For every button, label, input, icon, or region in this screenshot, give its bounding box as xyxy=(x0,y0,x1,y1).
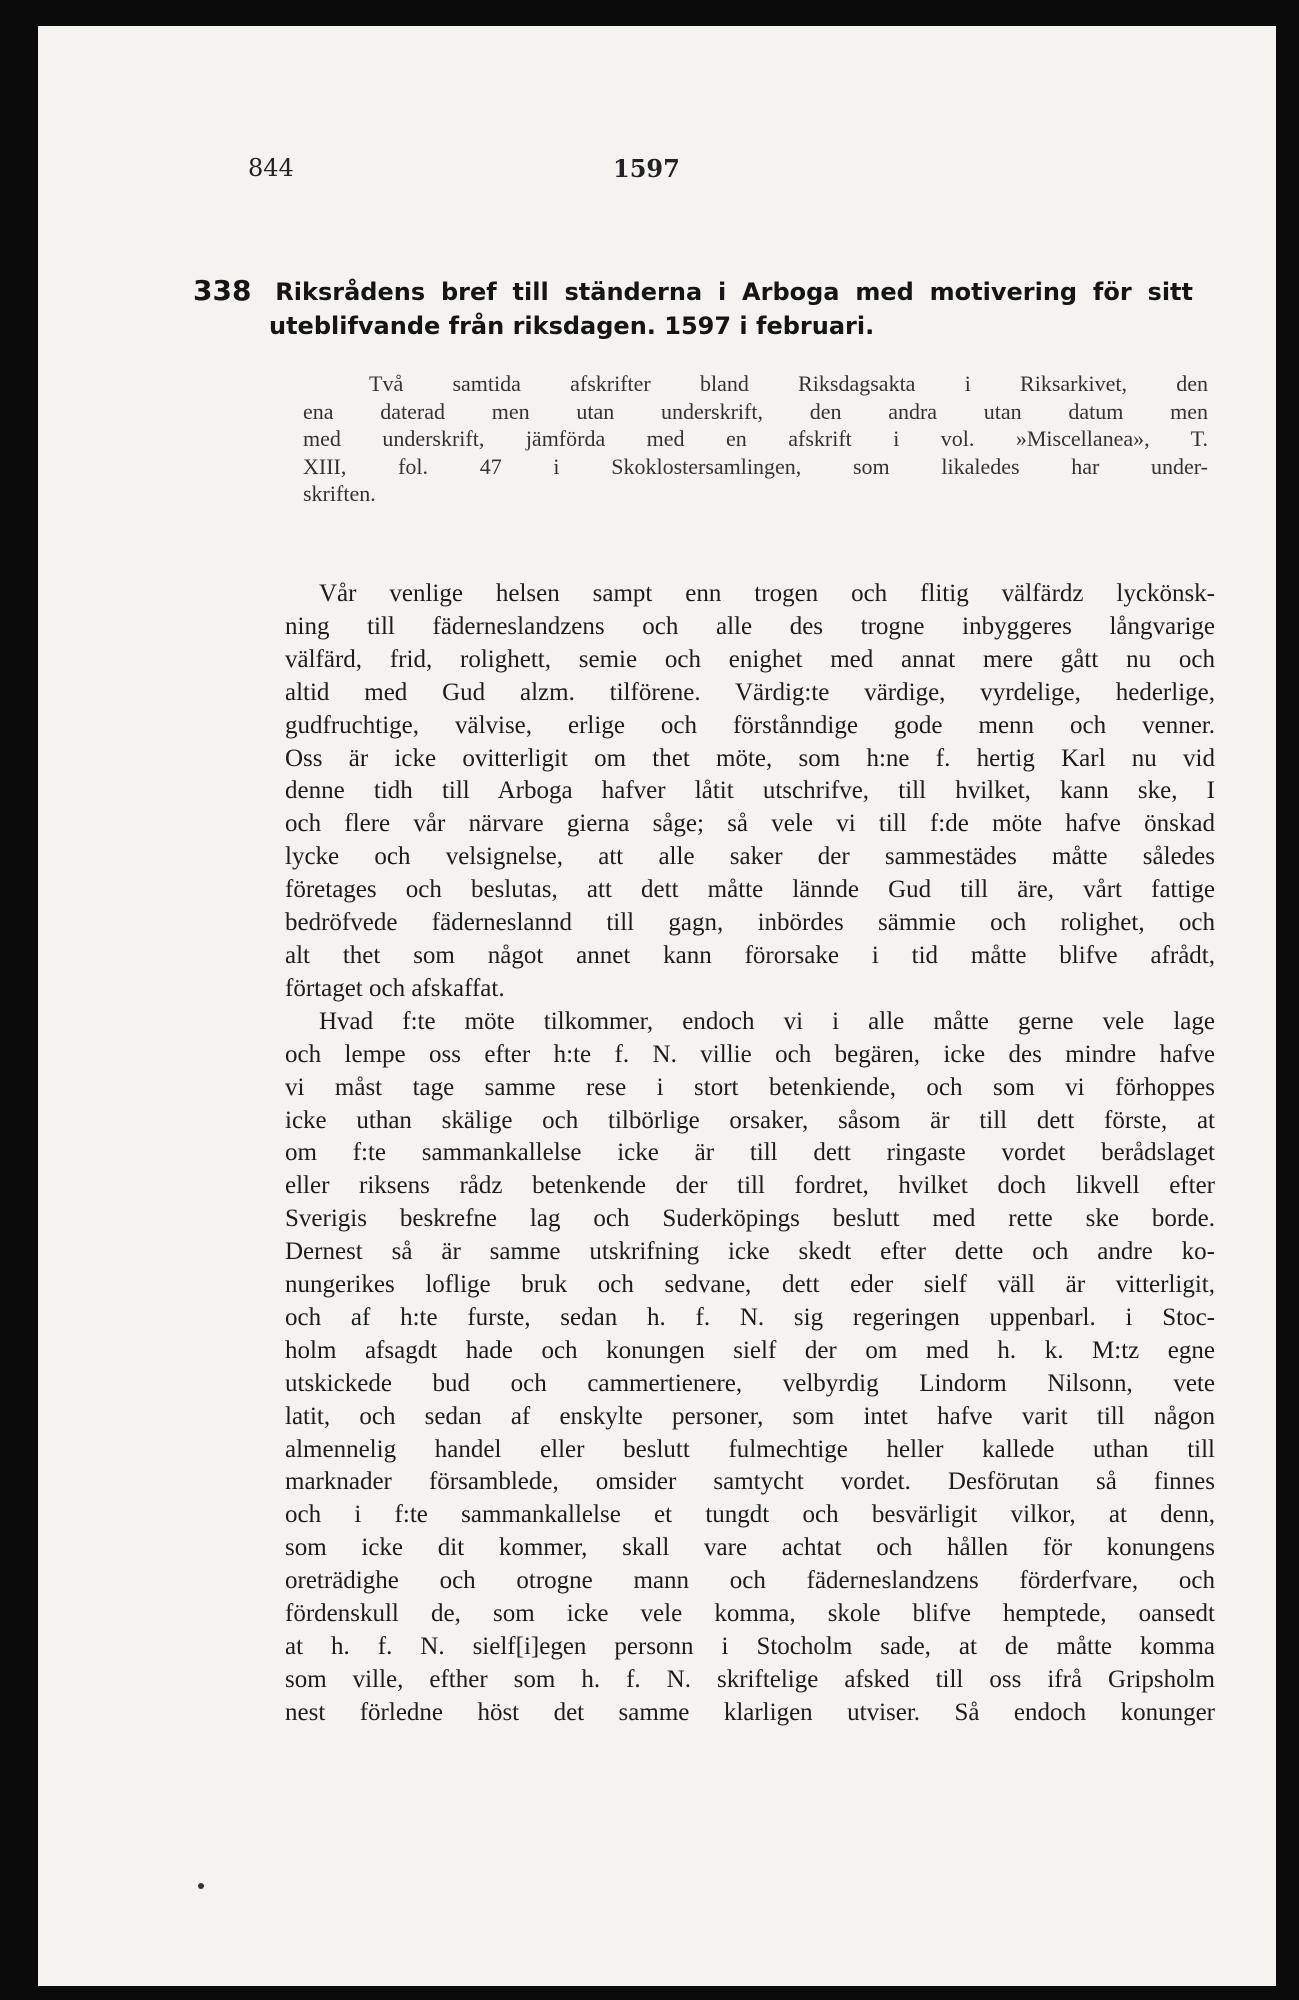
body-line: almennelig handel eller beslutt fulmechtige heller kallede uthan till xyxy=(285,1435,1215,1463)
entry-number: 338 xyxy=(193,274,252,307)
body-line: icke uthan skälige och tilbörlige orsaker, såsom är till dett förste, at xyxy=(285,1106,1215,1134)
body-line: Oss är icke ovitterligit om thet möte, som h:ne f. hertig Karl nu vid xyxy=(285,744,1215,772)
body-line: välfärd, frid, rolighett, semie och enighet med annat mere gått nu och xyxy=(285,645,1215,673)
body-line: bedröfvede fäderneslannd till gagn, inbördes sämmie och rolighet, och xyxy=(285,909,1215,937)
body-line: eller riksens rådz betenkende der till fordret, hvilket doch likvell efter xyxy=(285,1172,1215,1200)
body-line: altid med Gud alzm. tilförene. Värdig:te värdige, vyrdelige, hederlige, xyxy=(285,678,1215,706)
body-line: marknader församblede, omsider samtycht vordet. Desförutan så finnes xyxy=(285,1468,1215,1496)
body-line: denne tidh till Arboga hafver låtit utschrifve, till hvilket, kann ske, I xyxy=(285,777,1215,805)
entry-title-part-2: uteblifvande från riksdagen. 1597 i februari. xyxy=(269,312,875,340)
body-line: som ville, efther som h. f. N. skriftelige afsked till oss ifrå Gripsholm xyxy=(285,1665,1215,1693)
body-line: lycke och velsignelse, att alle saker der sammestädes måtte således xyxy=(285,843,1215,871)
body-line: utskickede bud och cammertienere, velbyrdig Lindorm Nilsonn, vete xyxy=(285,1369,1215,1397)
body-line: alt thet som något annet kann förorsake i tid måtte blifve afrådt, xyxy=(285,941,1215,969)
body-line: latit, och sedan af enskylte personer, som intet hafve varit till någon xyxy=(285,1402,1215,1430)
source-note-line: med underskrift, jämförda med en afskrift i vol. »Miscellanea», T. xyxy=(303,426,1208,451)
body-line: och i f:te sammankallelse et tungdt och besvärligit vilkor, at denn, xyxy=(285,1501,1215,1529)
body-line: Hvad f:te möte tilkommer, endoch vi i alle måtte gerne vele lage xyxy=(319,1007,1215,1035)
source-note-line: Två samtida afskrifter bland Riksdagsakta i Riksarkivet, den xyxy=(369,371,1208,396)
body-line: holm afsagdt hade och konungen sielf der om med h. k. M:tz egne xyxy=(285,1336,1215,1364)
source-note-line: skriften. xyxy=(303,481,376,506)
body-line: at h. f. N. sielf[i]egen personn i Stocholm sade, at de måtte komma xyxy=(285,1633,1215,1660)
body-line: nest förledne höst det samme klarligen utviser. Så endoch konunger xyxy=(285,1698,1215,1726)
entry-title-part-1: Riksrådens bref till ständerna i Arboga med motivering för sitt xyxy=(275,278,1193,306)
body-line: nungerikes loflige bruk och sedvane, dett eder sielf väll är vitterligit, xyxy=(285,1271,1215,1299)
book-page xyxy=(38,26,1276,1986)
body-line: Vår venlige helsen sampt enn trogen och flitig välfärdz lyckönsk- xyxy=(319,580,1215,607)
body-line: företages och beslutas, att dett måtte lännde Gud till äre, vårt fattige xyxy=(285,876,1215,904)
body-line: Dernest så är samme utskrifning icke skedt efter dette och andre ko- xyxy=(285,1238,1215,1266)
page-number: 844 xyxy=(248,154,294,182)
body-line: ning till fäderneslandzens och alle des trogne inbyggeres långvarige xyxy=(285,612,1215,640)
entry-heading xyxy=(193,274,1208,343)
body-line: om f:te sammankallelse icke är till dett ringaste vordet berådslaget xyxy=(285,1139,1215,1167)
body-line: oreträdighe och otrogne mann och fäderneslandzens förderfvare, och xyxy=(285,1567,1215,1595)
body-line: gudfruchtige, välvise, erlige och förstånndige gode menn och venner. xyxy=(285,711,1215,739)
source-note xyxy=(303,370,1208,508)
body-line: och lempe oss efter h:te f. N. villie och begären, icke des mindre hafve xyxy=(285,1040,1215,1068)
body-line: som icke dit kommer, skall vare achtat och hållen för konungens xyxy=(285,1534,1215,1562)
body-line: förtaget och afskaffat. xyxy=(285,974,505,1002)
body-line: och flere vår närvare gierna såge; så vele vi till f:de möte hafve önskad xyxy=(285,810,1215,838)
source-note-line: ena daterad men utan underskrift, den andra utan datum men xyxy=(303,398,1208,424)
body-line: fördenskull de, som icke vele komma, skole blifve hemptede, oansedt xyxy=(285,1600,1215,1628)
running-head-year: 1597 xyxy=(613,154,680,183)
letter-text xyxy=(285,578,1215,1730)
body-line: vi måst tage samme rese i stort betenkiende, och som vi förhoppes xyxy=(285,1073,1215,1101)
body-line: och af h:te furste, sedan h. f. N. sig regeringen uppenbarl. i Stoc- xyxy=(285,1303,1215,1331)
body-line: Sverigis beskrefne lag och Suderköpings beslutt med rette ske borde. xyxy=(285,1205,1215,1233)
entry-heading-line-1 xyxy=(193,274,1193,309)
ink-speck xyxy=(198,1883,204,1889)
source-note-line: XIII, fol. 47 i Skoklostersamlingen, som likaledes har under- xyxy=(303,453,1208,479)
